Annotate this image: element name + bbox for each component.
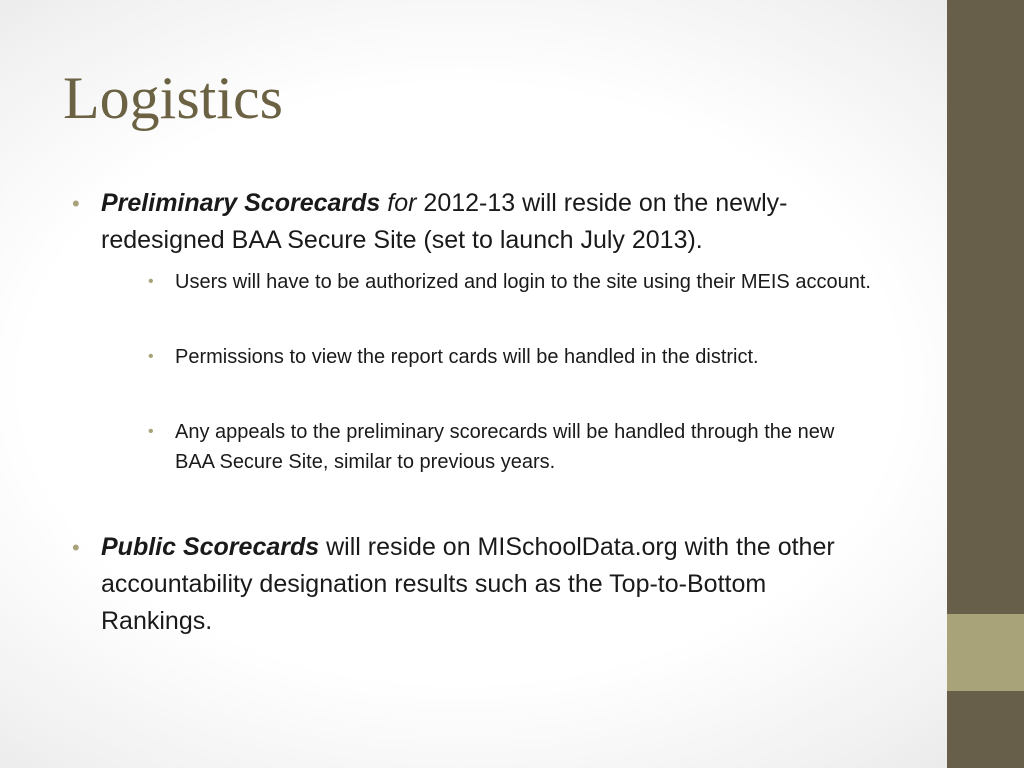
sub-bullet-text: Any appeals to the preliminary scorecards will be handled through the new BAA Secure Site, similar to previous years.: [175, 421, 835, 473]
bullet-preliminary-scorecards: [72, 185, 872, 259]
sidebar-accent-block: [947, 614, 1024, 691]
sub-bullet-permissions: [146, 342, 872, 372]
sub-bullet-authorization: [146, 267, 872, 297]
sub-bullet-appeals: [146, 417, 872, 477]
sub-bullet-dot-icon: •: [148, 348, 154, 365]
bullet-dot-icon: •: [72, 535, 80, 560]
slide-title: Logistics: [63, 65, 283, 131]
bullet-emphasis: Public Scorecards: [101, 533, 320, 561]
sub-bullet-text: Users will have to be authorized and login to the site using their MEIS account.: [175, 271, 871, 293]
bullet-italic-word: for: [387, 189, 417, 217]
bullet-text: will reside on MISchoolData.org with the other accountability designation results such as the Top-to-Bottom Rankings.: [101, 533, 835, 635]
sub-bullet-dot-icon: •: [148, 423, 154, 440]
slide-content: [72, 185, 872, 640]
bullet-public-scorecards: [72, 529, 872, 640]
sub-bullet-text: Permissions to view the report cards will be handled in the district.: [175, 346, 759, 368]
sub-bullet-dot-icon: •: [148, 273, 154, 290]
bullet-emphasis: Preliminary Scorecards: [101, 189, 381, 217]
bullet-dot-icon: •: [72, 191, 80, 216]
bullet-text: 2012-13 will reside on the newly-redesigned BAA Secure Site (set to launch July 2013).: [101, 189, 788, 254]
decorative-sidebar: [947, 0, 1024, 768]
sub-bullet-list: [72, 267, 872, 477]
